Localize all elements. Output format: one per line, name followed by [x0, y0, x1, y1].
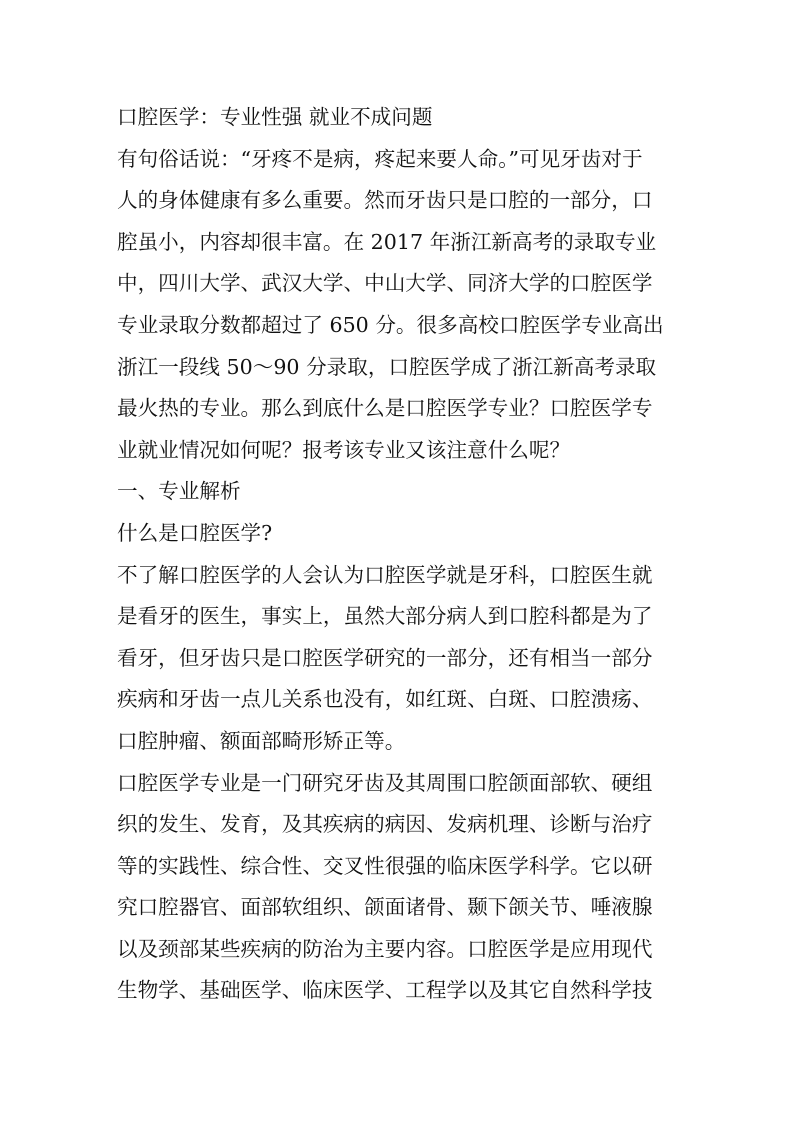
- text-line: 什么是口腔医学?: [117, 520, 273, 545]
- paragraph: [117, 555, 682, 763]
- text-line: 口腔肿瘤、额面部畸形矫正等。: [117, 728, 406, 753]
- document-title: 口腔医学：专业性强 就业不成问题: [117, 105, 433, 129]
- text-line: 等的实践性、综合性、交叉性很强的临床医学科学。它以研: [117, 853, 653, 878]
- text-line: 腔虽小，内容却很丰富。在 2017 年浙江新高考的录取专业: [117, 229, 657, 254]
- text-line: 究口腔器官、面部软组织、颌面诸骨、颞下颌关节、唾液腺: [117, 895, 653, 920]
- document-body: [117, 139, 682, 1012]
- document-page: [117, 97, 682, 1012]
- text-line: 浙江一段线 50～90 分录取，口腔医学成了浙江新高考录取: [117, 354, 657, 379]
- text-line: 业就业情况如何呢？报考该专业又该注意什么呢？: [117, 437, 571, 462]
- text-line: 一、专业解析: [117, 479, 241, 504]
- text-line: 看牙，但牙齿只是口腔医学研究的一部分，还有相当一部分: [117, 645, 653, 670]
- paragraph: [117, 139, 682, 472]
- text-line: 疾病和牙齿一点儿关系也没有，如红斑、白斑、口腔溃疡、: [117, 687, 653, 712]
- text-line: 织的发生、发育，及其疾病的病因、发病机理、诊断与治疗: [117, 812, 653, 837]
- text-line: 生物学、基础医学、临床医学、工程学以及其它自然科学技: [117, 978, 653, 1003]
- paragraph: [117, 513, 682, 555]
- text-line: 有句俗话说：“牙疼不是病，疼起来要人命。”可见牙齿对于: [117, 146, 643, 171]
- paragraph: [117, 471, 682, 513]
- text-line: 专业录取分数都超过了 650 分。很多高校口腔医学专业高出: [117, 312, 664, 337]
- text-line: 以及颈部某些疾病的防治为主要内容。口腔医学是应用现代: [117, 936, 653, 961]
- text-line: 不了解口腔医学的人会认为口腔医学就是牙科，口腔医生就: [117, 562, 653, 587]
- text-line: 最火热的专业。那么到底什么是口腔医学专业？口腔医学专: [117, 396, 653, 421]
- text-line: 口腔医学专业是一门研究牙齿及其周围口腔颌面部软、硬组: [117, 770, 653, 795]
- text-line: 人的身体健康有多么重要。然而牙齿只是口腔的一部分，口: [117, 188, 653, 213]
- text-line: 是看牙的医生，事实上，虽然大部分病人到口腔科都是为了: [117, 604, 653, 629]
- text-line: 中，四川大学、武汉大学、中山大学、同济大学的口腔医学: [117, 271, 653, 296]
- paragraph: [117, 763, 682, 1013]
